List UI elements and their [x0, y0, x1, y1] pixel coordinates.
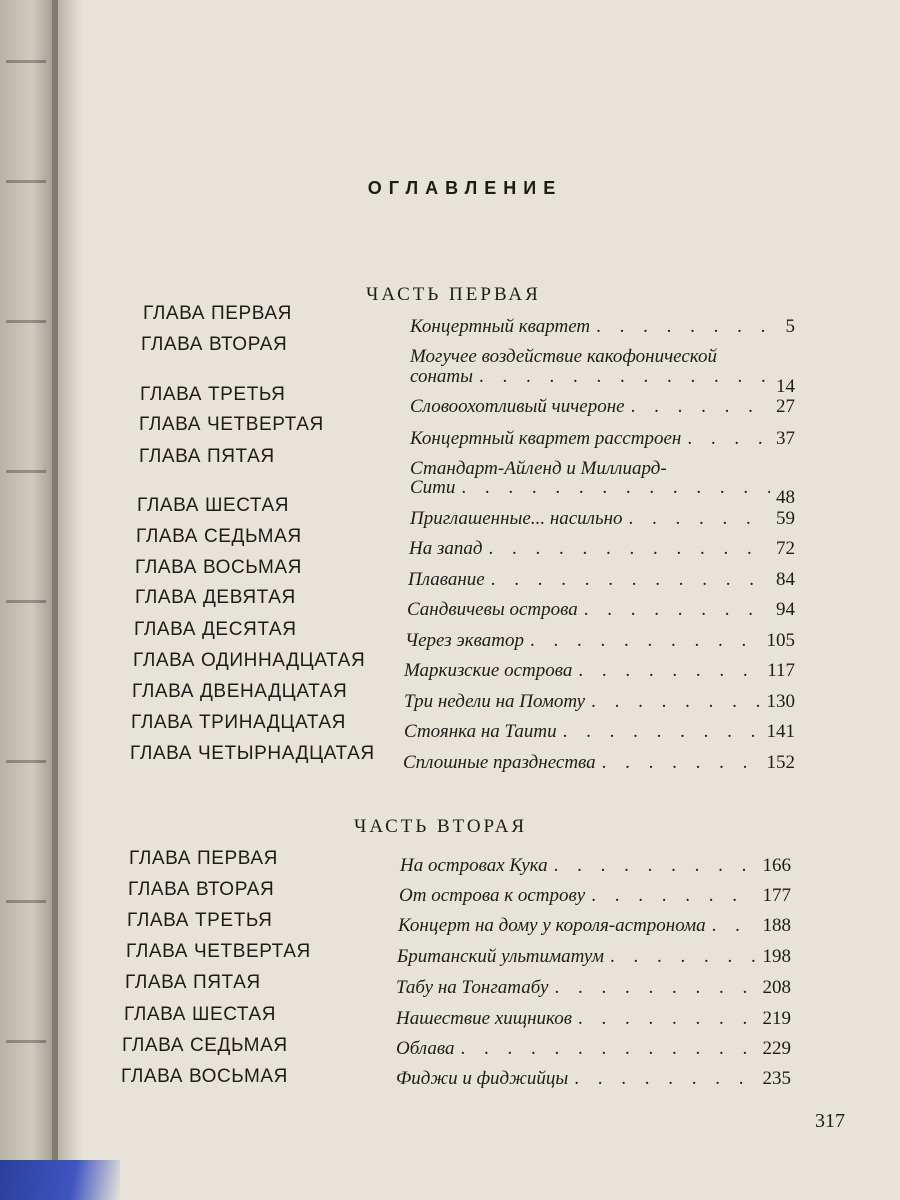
- chapter-label: ГЛАВА СЕДЬМАЯ: [122, 1035, 288, 1056]
- chapter-label: ГЛАВА ПЯТАЯ: [125, 972, 261, 993]
- toc-entry[interactable]: [409, 538, 795, 560]
- toc-entry[interactable]: [396, 977, 791, 999]
- page-ref: 141: [766, 721, 795, 742]
- chapter-title: Сити: [410, 477, 456, 498]
- leader-dots: [584, 599, 770, 621]
- chapter-title: Фиджи и фиджийцы: [396, 1068, 569, 1089]
- page-ref: 177: [762, 885, 791, 906]
- chapter-label: ГЛАВА ТРЕТЬЯ: [127, 910, 273, 931]
- page-ref: 5: [785, 316, 795, 337]
- toc-entry[interactable]: [398, 915, 791, 937]
- leader-dots: [460, 1038, 756, 1060]
- chapter-label: ГЛАВА ЧЕТВЕРТАЯ: [126, 941, 311, 962]
- leader-dots: [687, 428, 770, 450]
- leader-dots: [591, 691, 760, 713]
- chapter-title: От острова к острову: [399, 885, 586, 906]
- chapter-label: ГЛАВА ПЕРВАЯ: [143, 303, 292, 324]
- toc-entry[interactable]: [396, 1038, 791, 1060]
- page-title: ОГЛАВЛЕНИЕ: [367, 178, 563, 198]
- chapter-label: ГЛАВА ЧЕТВЕРТАЯ: [139, 414, 324, 435]
- toc-entry[interactable]: [397, 946, 791, 968]
- page-ref: 14: [776, 376, 795, 397]
- chapter-label: ГЛАВА ОДИННАДЦАТАЯ: [133, 650, 366, 671]
- chapter-title: Три недели на Помоту: [404, 691, 586, 712]
- chapter-label: ГЛАВА ВТОРАЯ: [141, 334, 288, 355]
- page-ref: 37: [776, 428, 795, 449]
- page-ref: 130: [766, 691, 795, 712]
- chapter-title: Маркизские острова: [404, 660, 573, 681]
- toc-entry[interactable]: [403, 752, 795, 774]
- leader-dots: [578, 660, 761, 682]
- leader-dots: [631, 396, 770, 418]
- chapter-title: Стоянка на Таити: [404, 721, 557, 742]
- chapter-label: ГЛАВА ВТОРАЯ: [128, 879, 275, 900]
- chapter-label: ГЛАВА ДЕСЯТАЯ: [134, 619, 297, 640]
- toc-entry[interactable]: [399, 885, 791, 907]
- chapter-title: сонаты: [410, 366, 473, 387]
- leader-dots: [554, 855, 757, 877]
- facing-text-line: [6, 600, 46, 603]
- page-ref: 27: [776, 396, 795, 417]
- chapter-title-line: Могучее воздействие какофонической: [410, 346, 717, 367]
- chapter-title: Концерт на дому у короля-астронома: [398, 915, 706, 936]
- facing-text-line: [6, 470, 46, 473]
- chapter-title: Табу на Тонгатабу: [396, 977, 549, 998]
- toc-entry[interactable]: [400, 855, 791, 877]
- leader-dots: [491, 569, 770, 591]
- leader-dots: [554, 977, 756, 999]
- chapter-label: ГЛАВА ШЕСТАЯ: [137, 495, 290, 516]
- toc-entry[interactable]: [396, 1008, 791, 1030]
- page-number: 317: [815, 1110, 845, 1132]
- page-ref: 152: [766, 752, 795, 773]
- chapter-title: Словоохотливый чичероне: [410, 396, 625, 417]
- toc-entry[interactable]: [404, 721, 795, 743]
- leader-dots: [489, 538, 771, 560]
- page-ref: 117: [767, 660, 795, 681]
- page-ref: 59: [776, 508, 795, 529]
- page-ref: 72: [776, 538, 795, 559]
- chapter-label: ГЛАВА ТРИНАДЦАТАЯ: [131, 712, 346, 733]
- chapter-label: ГЛАВА ЧЕТЫРНАДЦАТАЯ: [130, 743, 375, 764]
- chapter-title: Плавание: [408, 569, 485, 590]
- leader-dots: [629, 508, 770, 530]
- chapter-label: ГЛАВА ШЕСТАЯ: [124, 1004, 277, 1025]
- facing-text-line: [6, 1040, 46, 1043]
- page-ref: 219: [762, 1008, 791, 1029]
- chapter-label: ГЛАВА ВОСЬМАЯ: [121, 1066, 288, 1087]
- chapter-title: На островах Кука: [400, 855, 548, 876]
- toc-entry[interactable]: [408, 569, 795, 591]
- chapter-title: Приглашенные... насильно: [410, 508, 623, 529]
- chapter-title: Нашествие хищников: [396, 1008, 572, 1029]
- chapter-title: Облава: [396, 1038, 455, 1059]
- toc-entry[interactable]: [410, 396, 795, 418]
- leader-dots: [602, 752, 761, 774]
- leader-dots: [712, 915, 757, 937]
- toc-entry[interactable]: [396, 1068, 791, 1090]
- chapter-title: Через экватор: [405, 630, 524, 651]
- facing-text-line: [6, 760, 46, 763]
- part-title: ЧАСТЬ ВТОРАЯ: [354, 816, 528, 837]
- page-ref: 105: [766, 630, 795, 651]
- toc-entry[interactable]: [410, 508, 795, 530]
- leader-dots: [574, 1068, 756, 1090]
- chapter-label: ГЛАВА ПЕРВАЯ: [129, 848, 278, 869]
- chapter-label: ГЛАВА ДВЕНАДЦАТАЯ: [132, 681, 348, 702]
- page-ref: 208: [762, 977, 791, 998]
- toc-entry[interactable]: [404, 691, 795, 713]
- chapter-title: На запад: [409, 538, 483, 559]
- chapter-title: Концертный квартет расстроен: [410, 428, 682, 449]
- chapter-title: Концертный квартет: [410, 316, 591, 337]
- toc-entry[interactable]: [410, 316, 795, 338]
- chapter-label: ГЛАВА СЕДЬМАЯ: [136, 526, 302, 547]
- part-title: ЧАСТЬ ПЕРВАЯ: [366, 284, 541, 305]
- toc-entry[interactable]: [407, 599, 795, 621]
- toc-entry[interactable]: [410, 428, 795, 450]
- facing-text-line: [6, 60, 46, 63]
- page-ref: 94: [776, 599, 795, 620]
- facing-text-line: [6, 320, 46, 323]
- leader-dots: [563, 721, 761, 743]
- page-ref: 188: [762, 915, 791, 936]
- leader-dots: [461, 477, 770, 499]
- chapter-label: ГЛАВА ТРЕТЬЯ: [140, 384, 286, 405]
- leader-dots: [530, 630, 761, 652]
- toc-entry[interactable]: [410, 477, 795, 508]
- page-ref: 229: [762, 1038, 791, 1059]
- leader-dots: [479, 366, 770, 388]
- chapter-title: Сандвичевы острова: [407, 599, 578, 620]
- chapter-title: Британский ультиматум: [397, 946, 604, 967]
- chapter-label: ГЛАВА ПЯТАЯ: [139, 446, 275, 467]
- toc-entry[interactable]: [404, 660, 795, 682]
- page-ref: 84: [776, 569, 795, 590]
- toc-entry[interactable]: [405, 630, 795, 652]
- chapter-title-line: Стандарт-Айленд и Миллиард-: [410, 458, 667, 479]
- chapter-label: ГЛАВА ДЕВЯТАЯ: [135, 587, 296, 608]
- facing-text-line: [6, 900, 46, 903]
- leader-dots: [596, 316, 779, 338]
- toc-entry[interactable]: [410, 366, 795, 397]
- page-ref: 198: [762, 946, 791, 967]
- leader-dots: [578, 1008, 757, 1030]
- leader-dots: [591, 885, 756, 907]
- page-ref: 166: [762, 855, 791, 876]
- page-ref: 48: [776, 487, 795, 508]
- chapter-label: ГЛАВА ВОСЬМАЯ: [135, 557, 302, 578]
- book-cover-edge: [0, 1160, 120, 1200]
- page-ref: 235: [762, 1068, 791, 1089]
- chapter-title: Сплошные празднества: [403, 752, 596, 773]
- leader-dots: [610, 946, 757, 968]
